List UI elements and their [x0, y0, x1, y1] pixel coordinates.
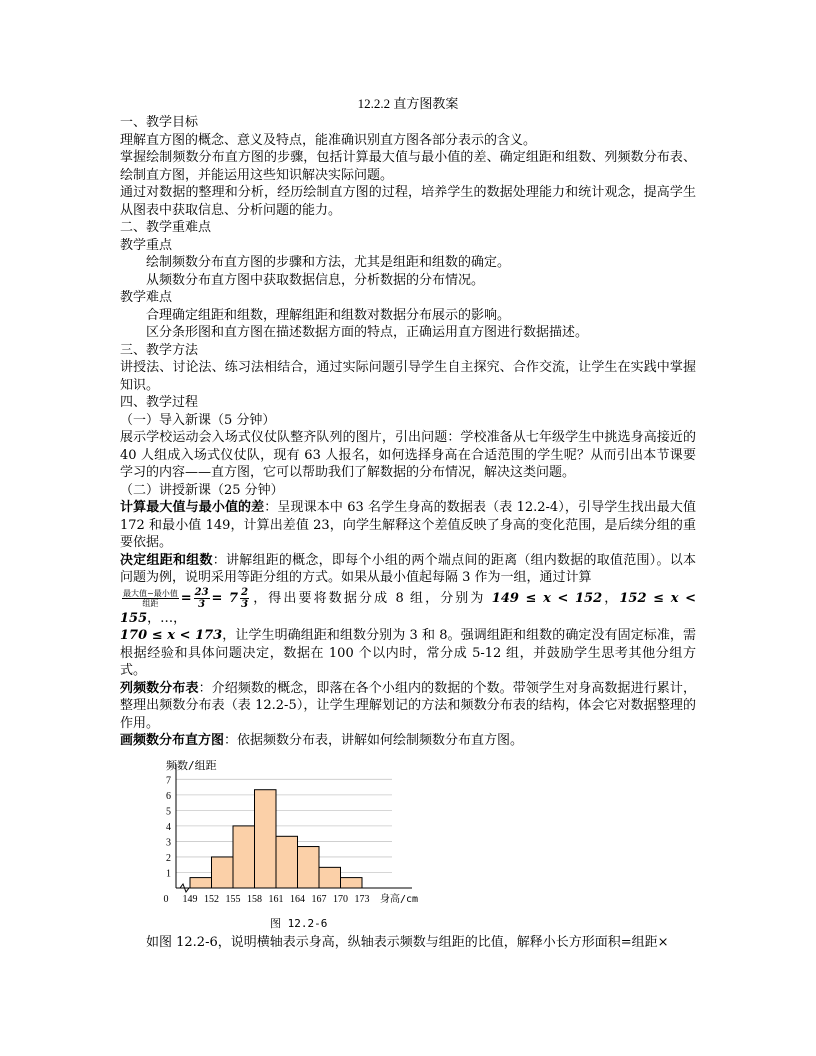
- x-axis-title: 身高/cm: [380, 894, 419, 905]
- x-tick-label: 158: [247, 894, 262, 905]
- y-tick-label: 4: [166, 821, 171, 833]
- paragraph-calc: [120, 499, 696, 552]
- paragraph-group: 决定组距和组数：讲解组距的概念，即每个小组的两个端点间的距离（组内数据的取值范围）。以本问题为例，说明采用等距分组的方式。如果从最小值起每隔 3 作为一组，通过计算 $\frac{\text{最大值−最小值}}{\text{组距}}$ = $\frac{23}{3}$ = 7 $\frac{2}{3}$ ，得出要将数据分成 8 组，分别为 149 ≤ x < 152，152 ≤ x < 155，…， 170 ≤ x < 173，让学生明确组距和组数分别为 3 和 8。强调组距和组数的确定没有固定标准，需根据经验和具体问题决定，数据在 100 个以内时，常分成 5-12 组，并鼓励学生思考其他分组方式。: [120, 552, 696, 678]
- paragraph: 从频数分布直方图中获取数据信息，分析数据的分布情况。: [146, 272, 485, 288]
- x-tick-label: 161: [268, 894, 284, 905]
- fraction-2-3: [240, 587, 249, 610]
- y-tick-label: 1: [166, 868, 171, 880]
- y-tick-label: 7: [166, 775, 171, 787]
- text: ，让学生明确组距和组数分别为 3 和 8。强调组距和组数的确定没有固定标准，需根据经验和具体问题决定，数据在 100 个以内时，常分成 5-12 组，并鼓励学生思考其他分组方式。: [120, 628, 696, 678]
- bold-term: 列频数分布表: [120, 680, 199, 696]
- y-tick-label: 6: [166, 790, 171, 802]
- y-tick-label: 2: [166, 852, 171, 864]
- histogram-bar: [341, 878, 363, 888]
- origin-label: 0: [163, 894, 169, 905]
- bold-term: 决定组距和组数: [120, 552, 213, 568]
- mixed-number-whole: = 7: [211, 590, 239, 606]
- x-tick-label: 152: [204, 894, 219, 905]
- fraction-numerator: 23: [194, 586, 209, 598]
- section-heading-4: 四、教学过程: [120, 395, 199, 410]
- paragraph: 通过对数据的整理和分析，经历绘制直方图的过程，培养学生的数据处理能力和统计观念，提高学生从图表中获取信息、分析问题的能力。: [120, 185, 696, 218]
- histogram-bar: [298, 847, 320, 888]
- paragraph: 绘制频数分布直方图的步骤和方法，尤其是组距和组数的确定。: [146, 255, 511, 270]
- fraction-numerator: 2: [241, 586, 249, 598]
- histogram-chart: [150, 760, 480, 920]
- ellipsis: ，…，: [147, 610, 187, 626]
- section-heading-2: 二、教学重难点: [120, 220, 212, 235]
- interval-3: 170 ≤ x < 173: [120, 628, 223, 643]
- subsection-heading: （二）讲授新课（25 分钟）: [120, 482, 284, 498]
- section-heading-3: 三、教学方法: [120, 342, 199, 358]
- interval-1: 149 ≤ x < 152: [491, 590, 603, 606]
- text: ：依据频数分布表，讲解如何绘制频数分布直方图。: [224, 733, 524, 748]
- x-tick-label: 167: [311, 894, 327, 905]
- text: ：介绍频数的概念，即落在各个小组内的数据的个数。带领学生对身高数据进行累计，整理出频数分布表（表 12.2-5），让学生理解划记的方法和频数分布表的结构，体会它对数据整理的作用。: [120, 680, 696, 731]
- paragraph: 理解直方图的概念、意义及特点，能准确识别直方图各部分表示的含义。: [120, 132, 537, 148]
- histogram-figure: [150, 760, 480, 935]
- fraction-denominator: 3: [198, 598, 206, 610]
- interval-2: 152 ≤ x < 155: [120, 590, 696, 626]
- section-heading-1: 一、教学目标: [120, 115, 199, 130]
- page-title: 12.2.2 直方图教案: [357, 96, 459, 111]
- histogram-bar: [276, 836, 298, 888]
- x-tick-label: 173: [354, 894, 370, 905]
- paragraph: 区分条形图和直方图在描述数据方面的特点，正确运用直方图进行数据描述。: [146, 325, 589, 340]
- text: ：呈现课本中 63 名学生身高的数据表（表 12.2-4），引导学生找出最大值 172 和最小值 149，计算出差值 23，向学生解释这个差值反映了身高的变化范围，是后续分组的重要依据。: [120, 500, 696, 550]
- y-tick-label: 5: [166, 806, 171, 818]
- paragraph-table: [120, 680, 696, 733]
- paragraph: 合理确定组距和组数，理解组距和组数对数据分布展示的影响。: [146, 307, 511, 323]
- histogram-bar: [190, 878, 212, 888]
- x-tick-label: 164: [290, 894, 305, 905]
- figure-caption: 图 12.2-6: [270, 917, 328, 930]
- fraction-23-3: [194, 587, 210, 610]
- x-tick-label: 155: [225, 894, 241, 905]
- fraction-denominator: 3: [241, 598, 249, 610]
- bold-term: 画频数分布直方图: [120, 733, 225, 748]
- fraction-numerator: 最大值−最小值: [123, 588, 178, 598]
- x-tick-label: 149: [182, 894, 198, 905]
- paragraph: 掌握绘制频数分布直方图的步骤，包括计算最大值与最小值的差、确定组距和组数、列频数分布表、绘制直方图，并能运用这些知识解决实际问题。: [120, 150, 696, 183]
- document-body: [120, 94, 696, 750]
- subsection-heading: （一）导入新课（5 分钟）: [120, 412, 276, 428]
- bold-term: 计算最大值与最小值的差: [120, 500, 265, 515]
- text: ，得出要将数据分成 8 组，分别为: [251, 590, 486, 606]
- histogram-bar: [255, 790, 277, 888]
- paragraph: 展示学校运动会入场式仪仗队整齐队列的图片，引出问题：学校准备从七年级学生中挑选身高接近的 40 人组成入场式仪仗队，现有 63 人报名，如何选择身高在合适范围的学生呢？从而引出本节课要学习的内容——直方图，它可以帮助我们了解数据的分布情况，解决这类问题。: [120, 430, 696, 480]
- histogram-bar: [233, 826, 255, 888]
- y-axis-title: 频数/组距: [166, 760, 217, 772]
- histogram-bar: [319, 867, 341, 888]
- x-tick-label: 170: [333, 894, 348, 905]
- paragraph: 讲授法、讨论法、练习法相结合，通过实际问题引导学生自主探究、合作交流，让学生在实践中掌握知识。: [120, 360, 696, 393]
- fraction-denominator: 组距: [142, 598, 159, 608]
- histogram-bar: [212, 857, 234, 888]
- paragraph-last: 如图 12.2-6，说明横轴表示身高，纵轴表示频数与组距的比值，解释小长方形面积=组距×: [146, 935, 669, 950]
- subheading-key: 教学重点: [120, 237, 173, 253]
- y-tick-label: 3: [166, 837, 171, 849]
- text: ：讲解组距的概念，即每个小组的两个端点间的距离（组内数据的取值范围）。以本问题为例，说明采用等距分组的方式。如果从最小值起每隔 3 作为一组，通过计算: [120, 552, 696, 585]
- equals-sign: =: [180, 590, 192, 606]
- fraction-range-over-width: [122, 589, 179, 608]
- paragraph-hist: [120, 732, 696, 750]
- subheading-difficulty: 教学难点: [120, 290, 173, 305]
